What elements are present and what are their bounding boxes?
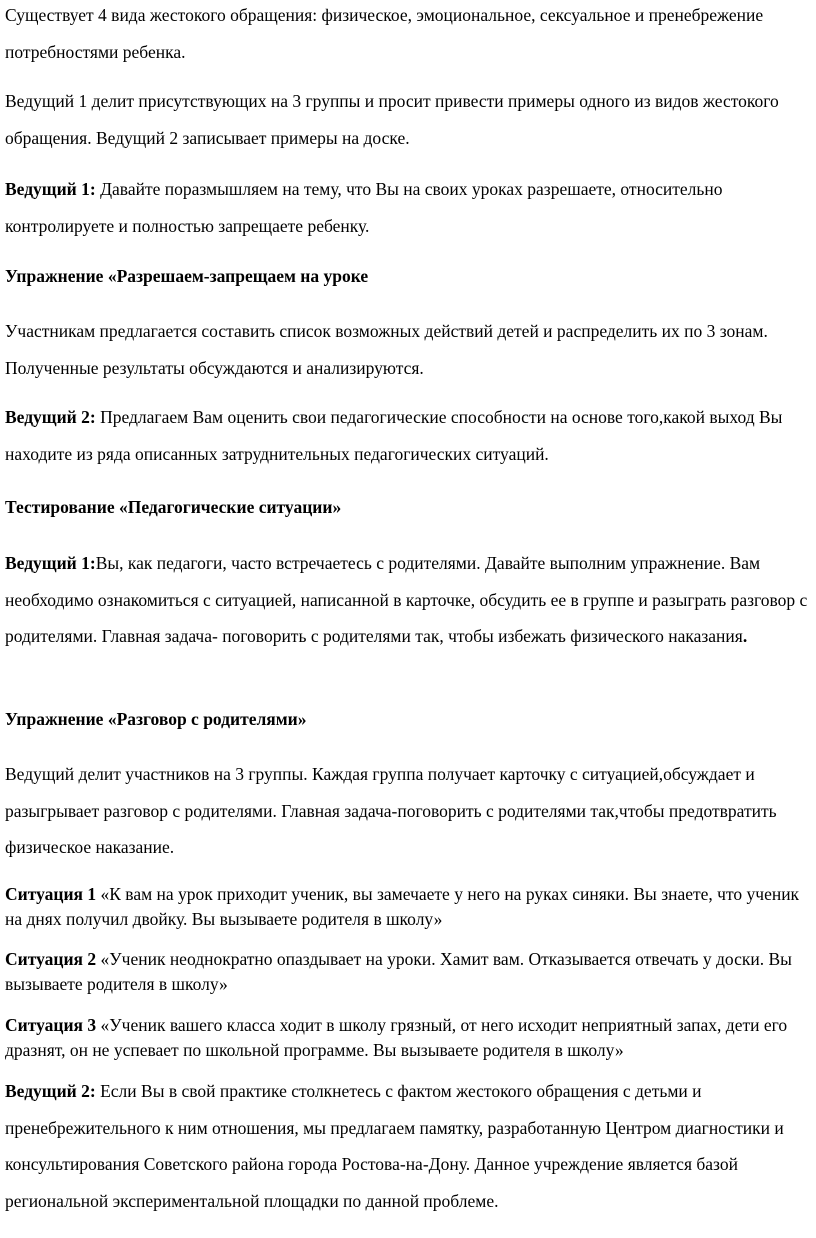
situation-2 (5, 947, 815, 997)
paragraph-text: Ведущий 1 делит присутствующих на 3 группы и просит привести примеры одного из видов жестокого обращения. Ведущий 2 записывает примеры на доске. (5, 91, 779, 148)
paragraph-host1-reflect (5, 171, 815, 244)
heading-exercise-parents-talk (5, 701, 815, 738)
speaker-label: Ведущий 1: (5, 179, 96, 199)
speaker-label: Ведущий 1: (5, 553, 96, 573)
situation-text: «Ученик неоднократно опаздывает на уроки. Хамит вам. Отказывается отвечать у доски. Вы вызываете родителя в школу» (5, 949, 792, 994)
paragraph-text: Ведущий делит участников на 3 группы. Каждая группа получает карточку с ситуацией,обсуждает и разыгрывает разговор с родителями. Главная задача-поговорить с родителями так,чтобы предотвратить физическое наказание. (5, 764, 777, 857)
paragraph-host-divides (5, 756, 790, 866)
situation-3 (5, 1013, 815, 1063)
paragraph-participants-list (5, 313, 805, 386)
heading-text: Упражнение «Разрешаем-запрещаем на уроке (5, 266, 369, 286)
paragraph-host2-memo (5, 1073, 810, 1219)
paragraph-text: Давайте поразмышляем на тему, что Вы на своих уроках разрешаете, относительно контролируете и полностью запрещаете ребенку. (5, 179, 723, 236)
speaker-label: Ведущий 2: (5, 407, 96, 427)
paragraph-end-period: . (742, 626, 748, 646)
paragraph-host2-assess (5, 399, 805, 472)
paragraph-abuse-types (5, 0, 815, 70)
situation-text: «К вам на урок приходит ученик, вы замечаете у него на руках синяки. Вы знаете, что ученик на днях получил двойку. Вы вызываете родителя в школу» (5, 884, 800, 929)
heading-text: Упражнение «Разговор с родителями» (5, 709, 307, 729)
paragraph-groups (5, 83, 805, 156)
speaker-label: Ведущий 2: (5, 1081, 96, 1101)
heading-exercise-allow-forbid (5, 258, 815, 295)
heading-text: Тестирование «Педагогические ситуации» (5, 497, 342, 517)
situation-1 (5, 882, 815, 932)
situation-text: «Ученик вашего класса ходит в школу грязный, от него исходит неприятный запах, дети его дразнят, он не успевает по школьной программе. Вы вызываете родителя в школу» (5, 1015, 788, 1060)
paragraph-text: Предлагаем Вам оценить свои педагогические способности на основе того,какой выход Вы находите из ряда описанных затруднительных педагогических ситуаций. (5, 407, 783, 464)
paragraph-host1-parents (5, 545, 816, 655)
heading-testing-situations (5, 489, 815, 526)
paragraph-text: Существует 4 вида жестокого обращения: физическое, эмоциональное, сексуальное и пренебрежение потребностями ребенка. (5, 5, 764, 62)
situation-label: Ситуация 2 (5, 949, 97, 969)
paragraph-text: Вы, как педагоги, часто встречаетесь с родителями. Давайте выполним упражнение. Вам необходимо ознакомиться с ситуацией, написанной в карточке, обсудить ее в группе и разыграть разговор с родителями. Главная задача- поговорить с родителями так, чтобы избежать физического наказания (5, 553, 808, 646)
paragraph-text: Участникам предлагается составить список возможных действий детей и распределить их по 3 зонам. Полученные результаты обсуждаются и анализируются. (5, 321, 768, 378)
paragraph-text: Если Вы в свой практике столкнетесь с фактом жестокого обращения с детьми и пренебрежительного к ним отношения, мы предлагаем памятку, разработанную Центром диагностики и консультирования Советского района города Ростова-на-Дону. Данное учреждение является базой региональной экспериментальной площадки по данной проблеме. (5, 1081, 784, 1211)
situation-label: Ситуация 3 (5, 1015, 97, 1035)
situation-label: Ситуация 1 (5, 884, 97, 904)
